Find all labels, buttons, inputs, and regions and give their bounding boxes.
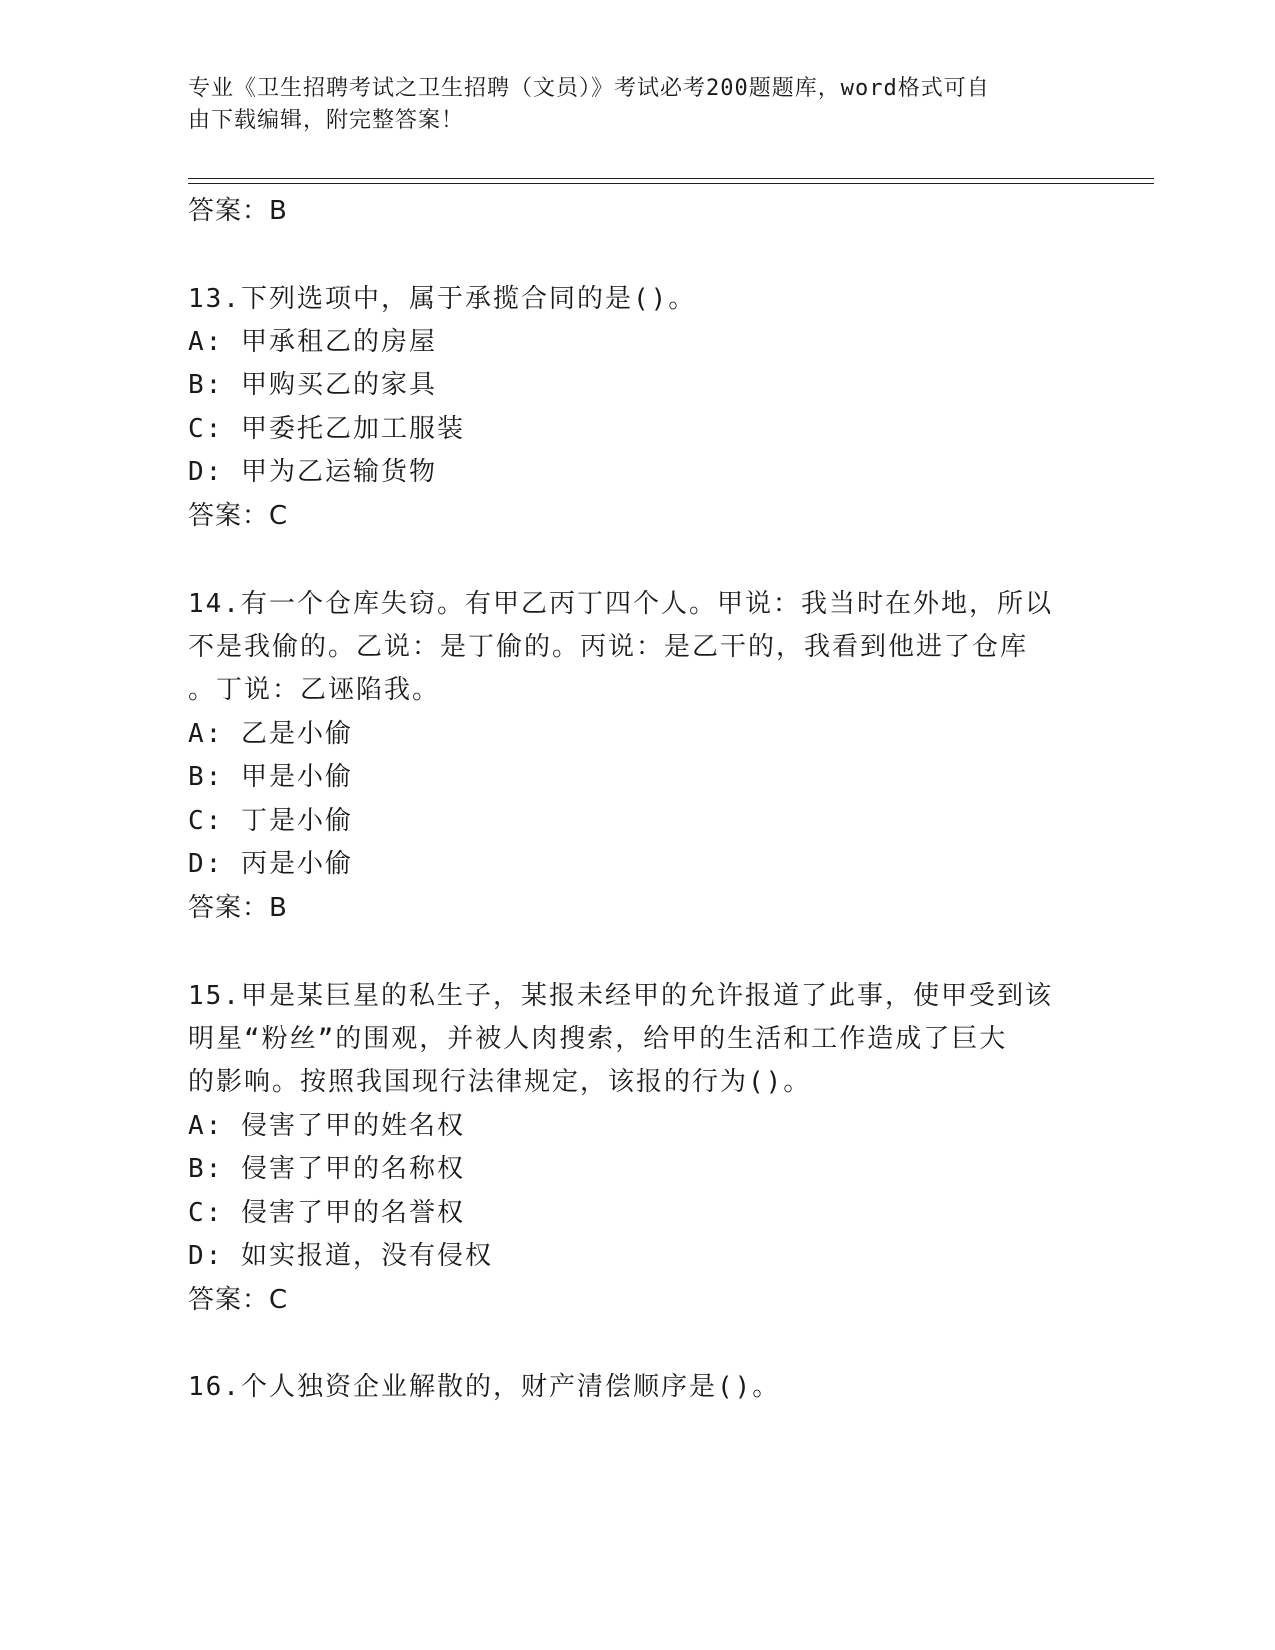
question-15-option-d: D: 如实报道，没有侵权	[188, 1241, 493, 1271]
question-15-stem-line-1: 15.甲是某巨星的私生子，某报未经甲的允许报道了此事，使甲受到该	[188, 981, 1053, 1011]
question-14-stem-line-3: 。丁说：乙诬陷我。	[188, 675, 441, 705]
question-14-stem-line-2: 不是我偷的。乙说：是丁偷的。丙说：是乙干的，我看到他进了仓库	[188, 632, 1029, 662]
question-13-option-a: A: 甲承租乙的房屋	[188, 327, 437, 357]
question-14-answer: 答案：B	[188, 893, 288, 923]
question-15-option-c: C: 侵害了甲的名誉权	[188, 1198, 465, 1228]
question-13-option-c: C: 甲委托乙加工服装	[188, 414, 465, 444]
header-divider-top	[188, 178, 1154, 179]
answer-line: 答案：B	[188, 196, 288, 226]
question-15-stem-line-3: 的影响。按照我国现行法律规定，该报的行为()。	[188, 1067, 812, 1097]
question-14-option-a: A: 乙是小偷	[188, 719, 353, 749]
question-13-option-b: B: 甲购买乙的家具	[188, 370, 437, 400]
document-header	[188, 73, 1068, 137]
question-15-option-a: A: 侵害了甲的姓名权	[188, 1111, 465, 1141]
question-16-stem: 16.个人独资企业解散的，财产清偿顺序是()。	[188, 1372, 781, 1402]
question-15-answer: 答案：C	[188, 1285, 289, 1315]
header-line-1: 专业《卫生招聘考试之卫生招聘（文员）》考试必考200题题库，word格式可自	[188, 76, 990, 101]
question-14-stem-line-1: 14.有一个仓库失窃。有甲乙丙丁四个人。甲说：我当时在外地，所以	[188, 589, 1053, 619]
header-line-2: 由下载编辑，附完整答案！	[188, 108, 465, 133]
question-13-stem: 13.下列选项中，属于承揽合同的是()。	[188, 284, 697, 314]
header-divider-bottom	[188, 183, 1154, 184]
question-15-stem-line-2: 明星“粉丝”的围观，并被人肉搜索，给甲的生活和工作造成了巨大	[188, 1024, 1008, 1054]
question-13-answer: 答案：C	[188, 501, 289, 531]
question-14-option-c: C: 丁是小偷	[188, 806, 353, 836]
question-14-option-d: D: 丙是小偷	[188, 849, 353, 879]
question-14-option-b: B: 甲是小偷	[188, 762, 353, 792]
question-13-option-d: D: 甲为乙运输货物	[188, 457, 437, 487]
question-15-option-b: B: 侵害了甲的名称权	[188, 1154, 465, 1184]
